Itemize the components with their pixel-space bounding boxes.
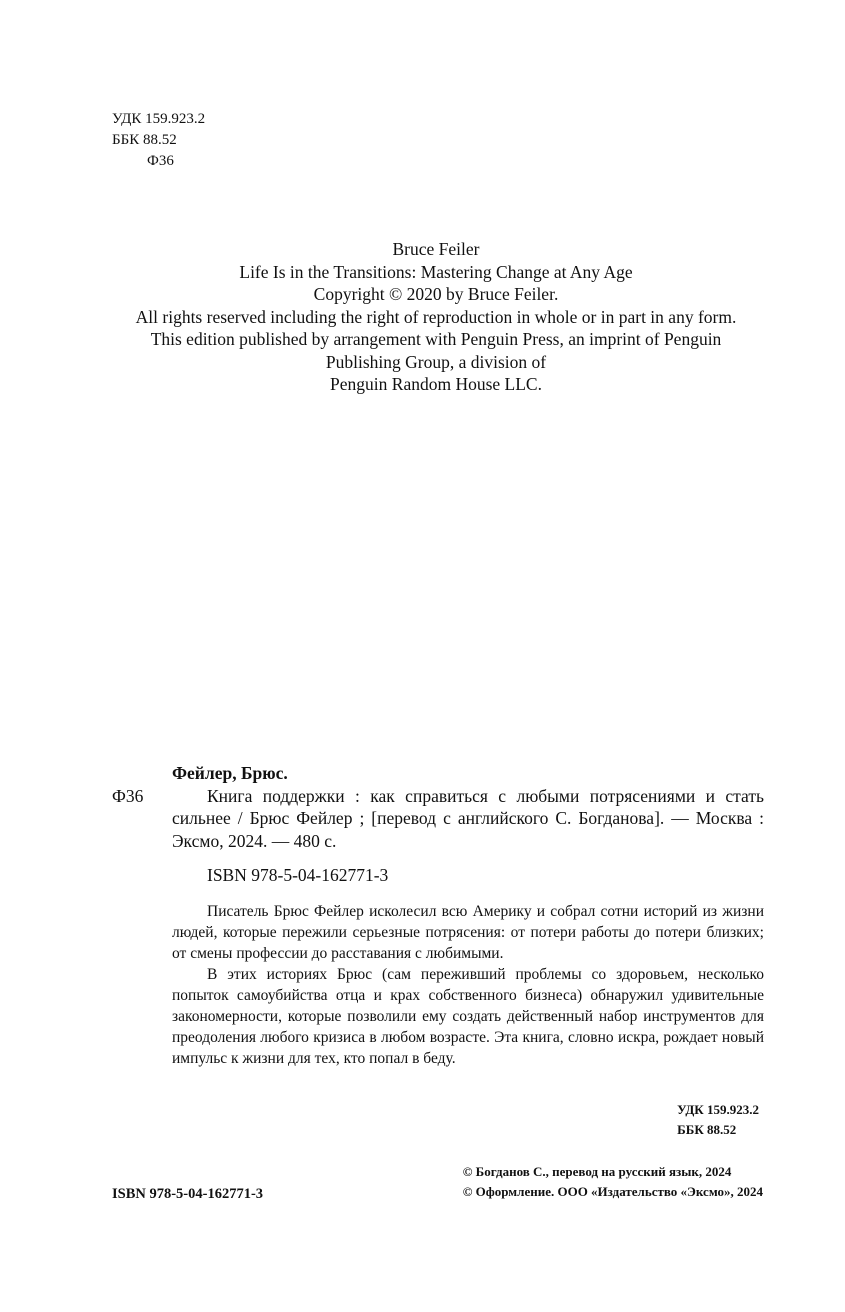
- copyright-line: Penguin Random House LLC.: [330, 374, 542, 394]
- copyright-line: Bruce Feiler: [392, 239, 480, 259]
- bbk-code: ББК 88.52: [677, 1122, 737, 1137]
- bibliographic-description: Книга поддержки : как справиться с любыми потрясениями и стать сильнее / Брюс Фейлер ; [перевод с английского С. Богданова]. — Москва : Эксмо, 2024. — 480 с.: [172, 785, 764, 851]
- bottom-isbn: ISBN 978-5-04-162771-3: [112, 1186, 264, 1202]
- annotation-paragraph: В этих историях Брюс (сам переживший проблемы со здоровьем, несколько попыток самоубийства отца и крах собственного бизнеса) обнаружил удивительные закономерности, которые позволили ему создать действенный набор инструментов для преодоления любого кризиса в любом возрасте. Эта книга, словно искра, рождает новый импульс к жизни для тех, кто попал в беду.: [172, 966, 764, 1067]
- copyright-line: Life Is in the Transitions: Mastering Change at Any Age: [239, 261, 633, 282]
- copyright-line: All rights reserved including the right of reproduction in whole or in part in any form.: [135, 306, 737, 327]
- russian-copyrights: [463, 1162, 763, 1202]
- author-heading: Фейлер, Брюс.: [172, 763, 288, 783]
- author-mark: Ф36: [147, 153, 174, 169]
- copyright-line: Publishing Group, a division of: [325, 351, 547, 372]
- udk-code: УДК 159.923.2: [112, 111, 206, 127]
- bbk-code: ББК 88.52: [112, 132, 177, 148]
- copyright-line: Copyright © 2020 by Bruce Feiler.: [313, 284, 559, 304]
- original-copyright-block: [100, 238, 772, 396]
- translation-copyright: © Богданов С., перевод на русский язык, 2024: [462, 1164, 732, 1179]
- cipher-mark: Ф36: [112, 785, 144, 806]
- bottom-classification-codes: [677, 1100, 759, 1140]
- udk-code: УДК 159.923.2: [677, 1102, 759, 1117]
- annotation: [172, 901, 764, 1069]
- copyright-line: This edition published by arrangement with Penguin Press, an imprint of Penguin: [150, 329, 722, 349]
- design-copyright: © Оформление. ООО «Издательство «Эксмо», 2024: [462, 1184, 763, 1199]
- isbn-line: ISBN 978-5-04-162771-3: [207, 865, 389, 885]
- top-classification-codes: [112, 109, 205, 172]
- bibliographic-record: [112, 762, 764, 887]
- annotation-paragraph: Писатель Брюс Фейлер исколесил всю Америку и собрал сотни историй из жизни людей, которые пережили серьезные потрясения: от потери работы до потери близких; от смены профессии до расставания с любимыми.: [172, 903, 764, 962]
